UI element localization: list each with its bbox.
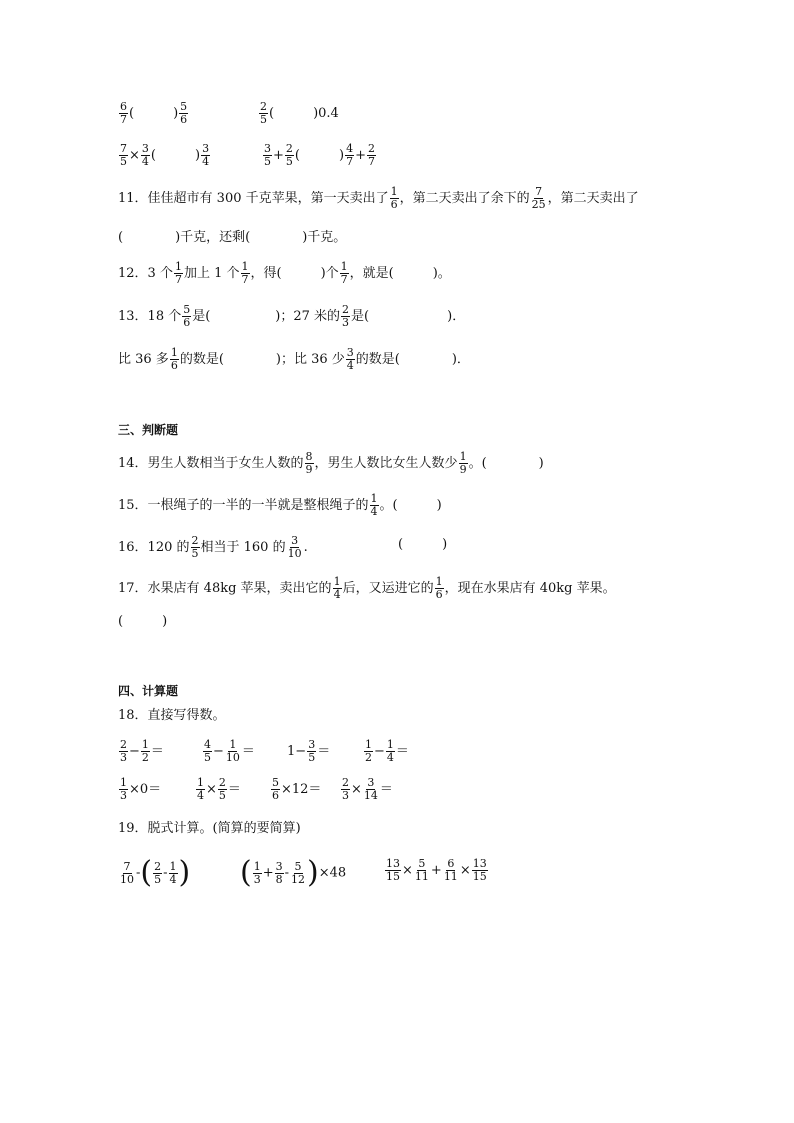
fraction: $\frac{3}{10}$ bbox=[287, 534, 302, 560]
blank[interactable]: ( ) bbox=[150, 148, 201, 163]
calc-item: $\frac{1}{4}$ × $\frac{2}{5}$ ＝ bbox=[197, 776, 241, 802]
calc-expression: $\frac{13}{15}$ × $\frac{5}{11}$ + $\frac{6}{11}$ × $\frac{13}{15}$ bbox=[386, 857, 487, 883]
fraction: $\frac{1}{7}$ bbox=[174, 260, 182, 286]
fraction: $\frac{1}{4}$ bbox=[370, 492, 378, 518]
times-sign: × bbox=[129, 148, 140, 163]
question-16: 16．120 的 $\frac{2}{5}$ 相当于 160 的 $\frac{3}{10}$ . bbox=[118, 534, 308, 560]
compare-row-1 bbox=[118, 101, 189, 126]
question-11: 11．佳佳超市有 300 千克苹果，第一天卖出了 $\frac{1}{6}$ ，第二天卖出了余下的 $\frac{7}{25}$ ，第二天卖出了 bbox=[118, 185, 639, 211]
question-11-line2[interactable]: ( )千克，还剩( )千克。 bbox=[118, 230, 347, 245]
question-19-title: 19．脱式计算。(简算的要简算) bbox=[118, 821, 301, 836]
plus-sign: + bbox=[355, 148, 366, 163]
question-12: 12．3 个 $\frac{1}{7}$ 加上 1 个 $\frac{1}{7}$ ，得( )个 $\frac{1}{7}$ ，就是( )。 bbox=[118, 260, 451, 286]
fraction: $\frac{3}{4}$ bbox=[202, 142, 210, 168]
compare-row-1b bbox=[258, 101, 339, 126]
fraction: $\frac{5}{6}$ bbox=[180, 100, 188, 126]
question-14: 14．男生人数相当于女生人数的 $\frac{8}{9}$ ，男生人数比女生人数少 $\frac{1}{9}$ 。( ) bbox=[118, 450, 544, 476]
fraction: $\frac{2}{3}$ bbox=[342, 303, 350, 329]
fraction: $\frac{3}{4}$ bbox=[141, 142, 149, 168]
fraction: $\frac{5}{6}$ bbox=[183, 303, 191, 329]
fraction: $\frac{6}{7}$ bbox=[120, 100, 127, 126]
blank[interactable]: ( )0.4 bbox=[269, 106, 339, 121]
question-17: 17．水果店有 48kg 苹果，卖出它的 $\frac{1}{4}$ 后，又运进它的 $\frac{1}{6}$ ，现在水果店有 40kg 苹果。 bbox=[118, 575, 616, 601]
fraction: $\frac{7}{5}$ bbox=[120, 142, 127, 168]
blank[interactable]: ( ) bbox=[294, 148, 345, 163]
compare-row-2 bbox=[118, 143, 211, 168]
section-title: 四、计算题 bbox=[118, 684, 179, 698]
calc-item: $\frac{5}{6}$ ×12＝ bbox=[272, 776, 322, 802]
calc-item: $\frac{2}{3}$ − $\frac{1}{2}$ ＝ bbox=[120, 738, 164, 764]
calc-item: $\frac{4}{5}$ − $\frac{1}{10}$ ＝ bbox=[204, 738, 255, 764]
compare-row-2b bbox=[262, 143, 377, 168]
fraction: $\frac{1}{7}$ bbox=[340, 260, 348, 286]
calc-item: $\frac{1}{2}$ − $\frac{1}{4}$ ＝ bbox=[365, 738, 409, 764]
fraction: $\frac{3}{5}$ bbox=[264, 142, 271, 168]
calc-expression: $\frac{7}{10}$ -( $\frac{2}{5}$ - $\frac{1}{4}$ ) bbox=[120, 855, 191, 890]
calc-item: 1− $\frac{3}{5}$ ＝ bbox=[287, 738, 331, 764]
calc-item: $\frac{1}{3}$ ×0＝ bbox=[120, 776, 162, 802]
calc-expression: ( $\frac{1}{3}$ + $\frac{3}{8}$ - $\frac{5}{12}$ )×48 bbox=[240, 855, 347, 890]
section-title: 三、判断题 bbox=[118, 423, 179, 437]
fraction: $\frac{8}{9}$ bbox=[305, 450, 313, 476]
fraction: $\frac{2}{7}$ bbox=[367, 142, 375, 168]
fraction: $\frac{4}{7}$ bbox=[346, 142, 354, 168]
fraction: $\frac{2}{5}$ bbox=[191, 534, 199, 560]
answer-blank[interactable]: ( ) bbox=[398, 537, 448, 552]
fraction: $\frac{1}{6}$ bbox=[390, 185, 398, 211]
fraction: $\frac{2}{5}$ bbox=[285, 142, 293, 168]
answer-blank[interactable]: ( ) bbox=[118, 614, 168, 629]
question-13: 13．18 个 $\frac{5}{6}$ 是( )；27 米的 $\frac{2}{3}$ 是( )． bbox=[118, 303, 466, 329]
question-15: 15．一根绳子的一半的一半就是整根绳子的 $\frac{1}{4}$ 。( ) bbox=[118, 492, 442, 518]
fraction: $\frac{1}{4}$ bbox=[333, 575, 341, 601]
fraction: $\frac{1}{9}$ bbox=[459, 450, 467, 476]
calc-item: $\frac{2}{3}$ × $\frac{3}{14}$ ＝ bbox=[342, 776, 393, 802]
fraction: $\frac{3}{4}$ bbox=[346, 346, 354, 372]
fraction: $\frac{1}{6}$ bbox=[435, 575, 443, 601]
fraction: $\frac{2}{5}$ bbox=[260, 100, 267, 126]
plus-sign: + bbox=[273, 148, 284, 163]
fraction: $\frac{1}{6}$ bbox=[170, 346, 178, 372]
blank[interactable]: ( ) bbox=[129, 106, 179, 121]
fraction: $\frac{7}{25}$ bbox=[531, 185, 546, 211]
question-13-line2: 比 36 多 $\frac{1}{6}$ 的数是( )；比 36 少 $\frac{3}{4}$ 的数是( )． bbox=[118, 346, 470, 372]
question-18-title: 18．直接写得数。 bbox=[118, 708, 226, 723]
fraction: $\frac{1}{7}$ bbox=[241, 260, 249, 286]
